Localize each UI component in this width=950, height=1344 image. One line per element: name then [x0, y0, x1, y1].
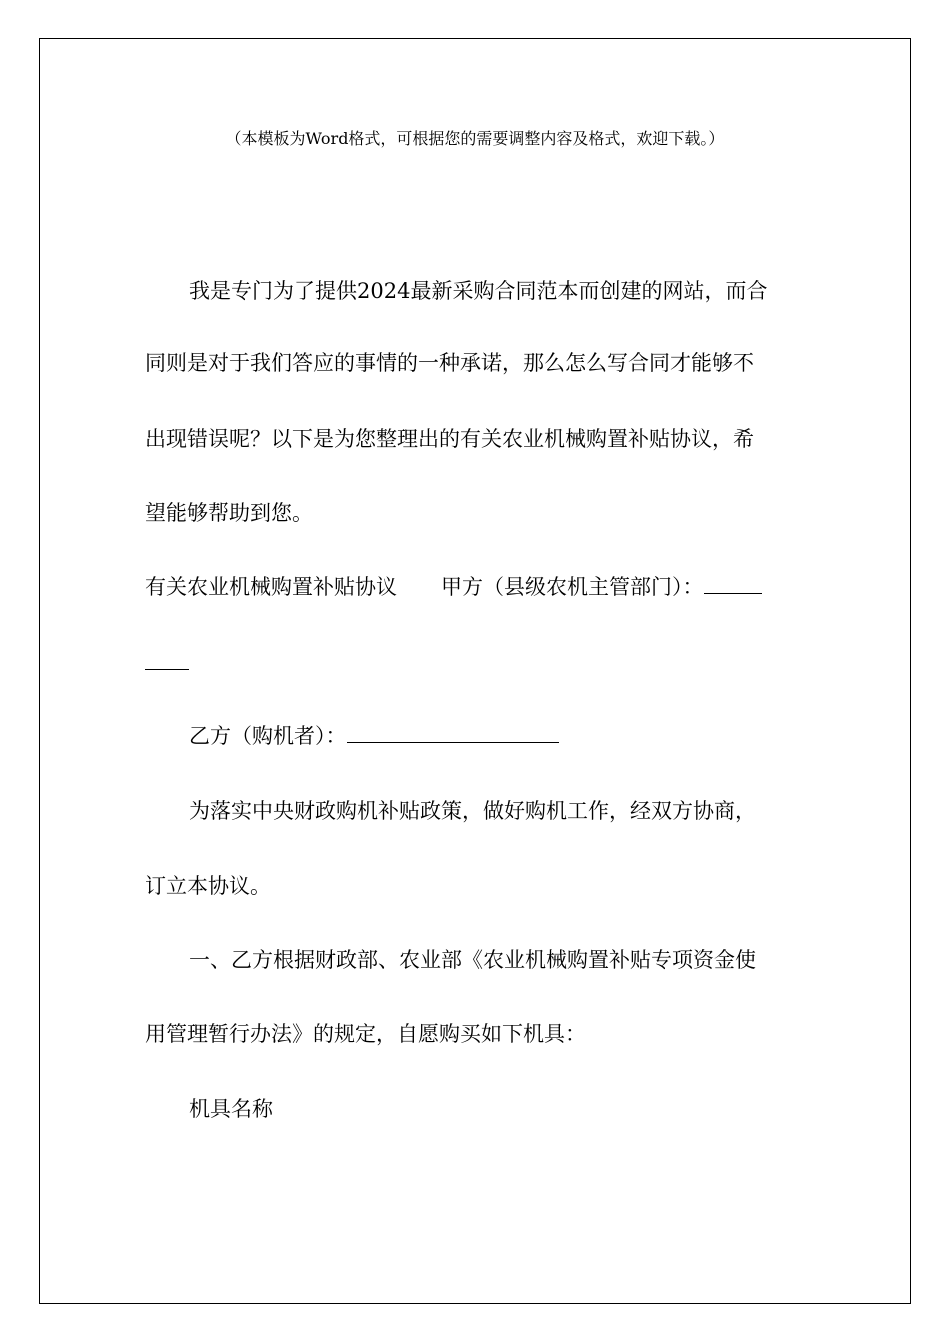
- party-a-blank-continued[interactable]: [145, 651, 189, 670]
- party-a-continuation: [145, 649, 807, 677]
- agreement-title: 有关农业机械购置补贴协议: [145, 575, 397, 599]
- party-a-label: 甲方（县级农机主管部门）：: [441, 575, 704, 599]
- purpose-line-1: 为落实中央财政购机补贴政策，做好购机工作，经双方协商，: [189, 799, 756, 823]
- intro-line-3: 出现错误呢？以下是为您整理出的有关农业机械购置补贴协议，希: [145, 427, 754, 451]
- clause1-line-1: 一、乙方根据财政部、农业部《农业机械购置补贴专项资金使: [189, 948, 756, 972]
- clause1-line-2: 用管理暂行办法》的规定，自愿购买如下机具：: [145, 1022, 586, 1046]
- template-notice: （本模板为Word格式，可根据您的需要调整内容及格式，欢迎下载。）: [225, 129, 725, 148]
- purpose-line-2: 订立本协议。: [145, 874, 271, 898]
- title-line: [145, 573, 807, 601]
- party-b-blank[interactable]: [347, 724, 559, 743]
- party-a-blank[interactable]: [704, 575, 762, 594]
- machine-name-label: 机具名称: [189, 1097, 273, 1121]
- party-b-label: 乙方（购机者）：: [189, 724, 347, 748]
- intro-line-4: 望能够帮助到您。: [145, 501, 313, 525]
- party-b-line: [145, 722, 807, 750]
- intro-line-2: 同则是对于我们答应的事情的一种承诺，那么怎么写合同才能够不: [145, 351, 754, 375]
- intro-line-1: 我是专门为了提供2024最新采购合同范本而创建的网站，而合: [189, 279, 768, 303]
